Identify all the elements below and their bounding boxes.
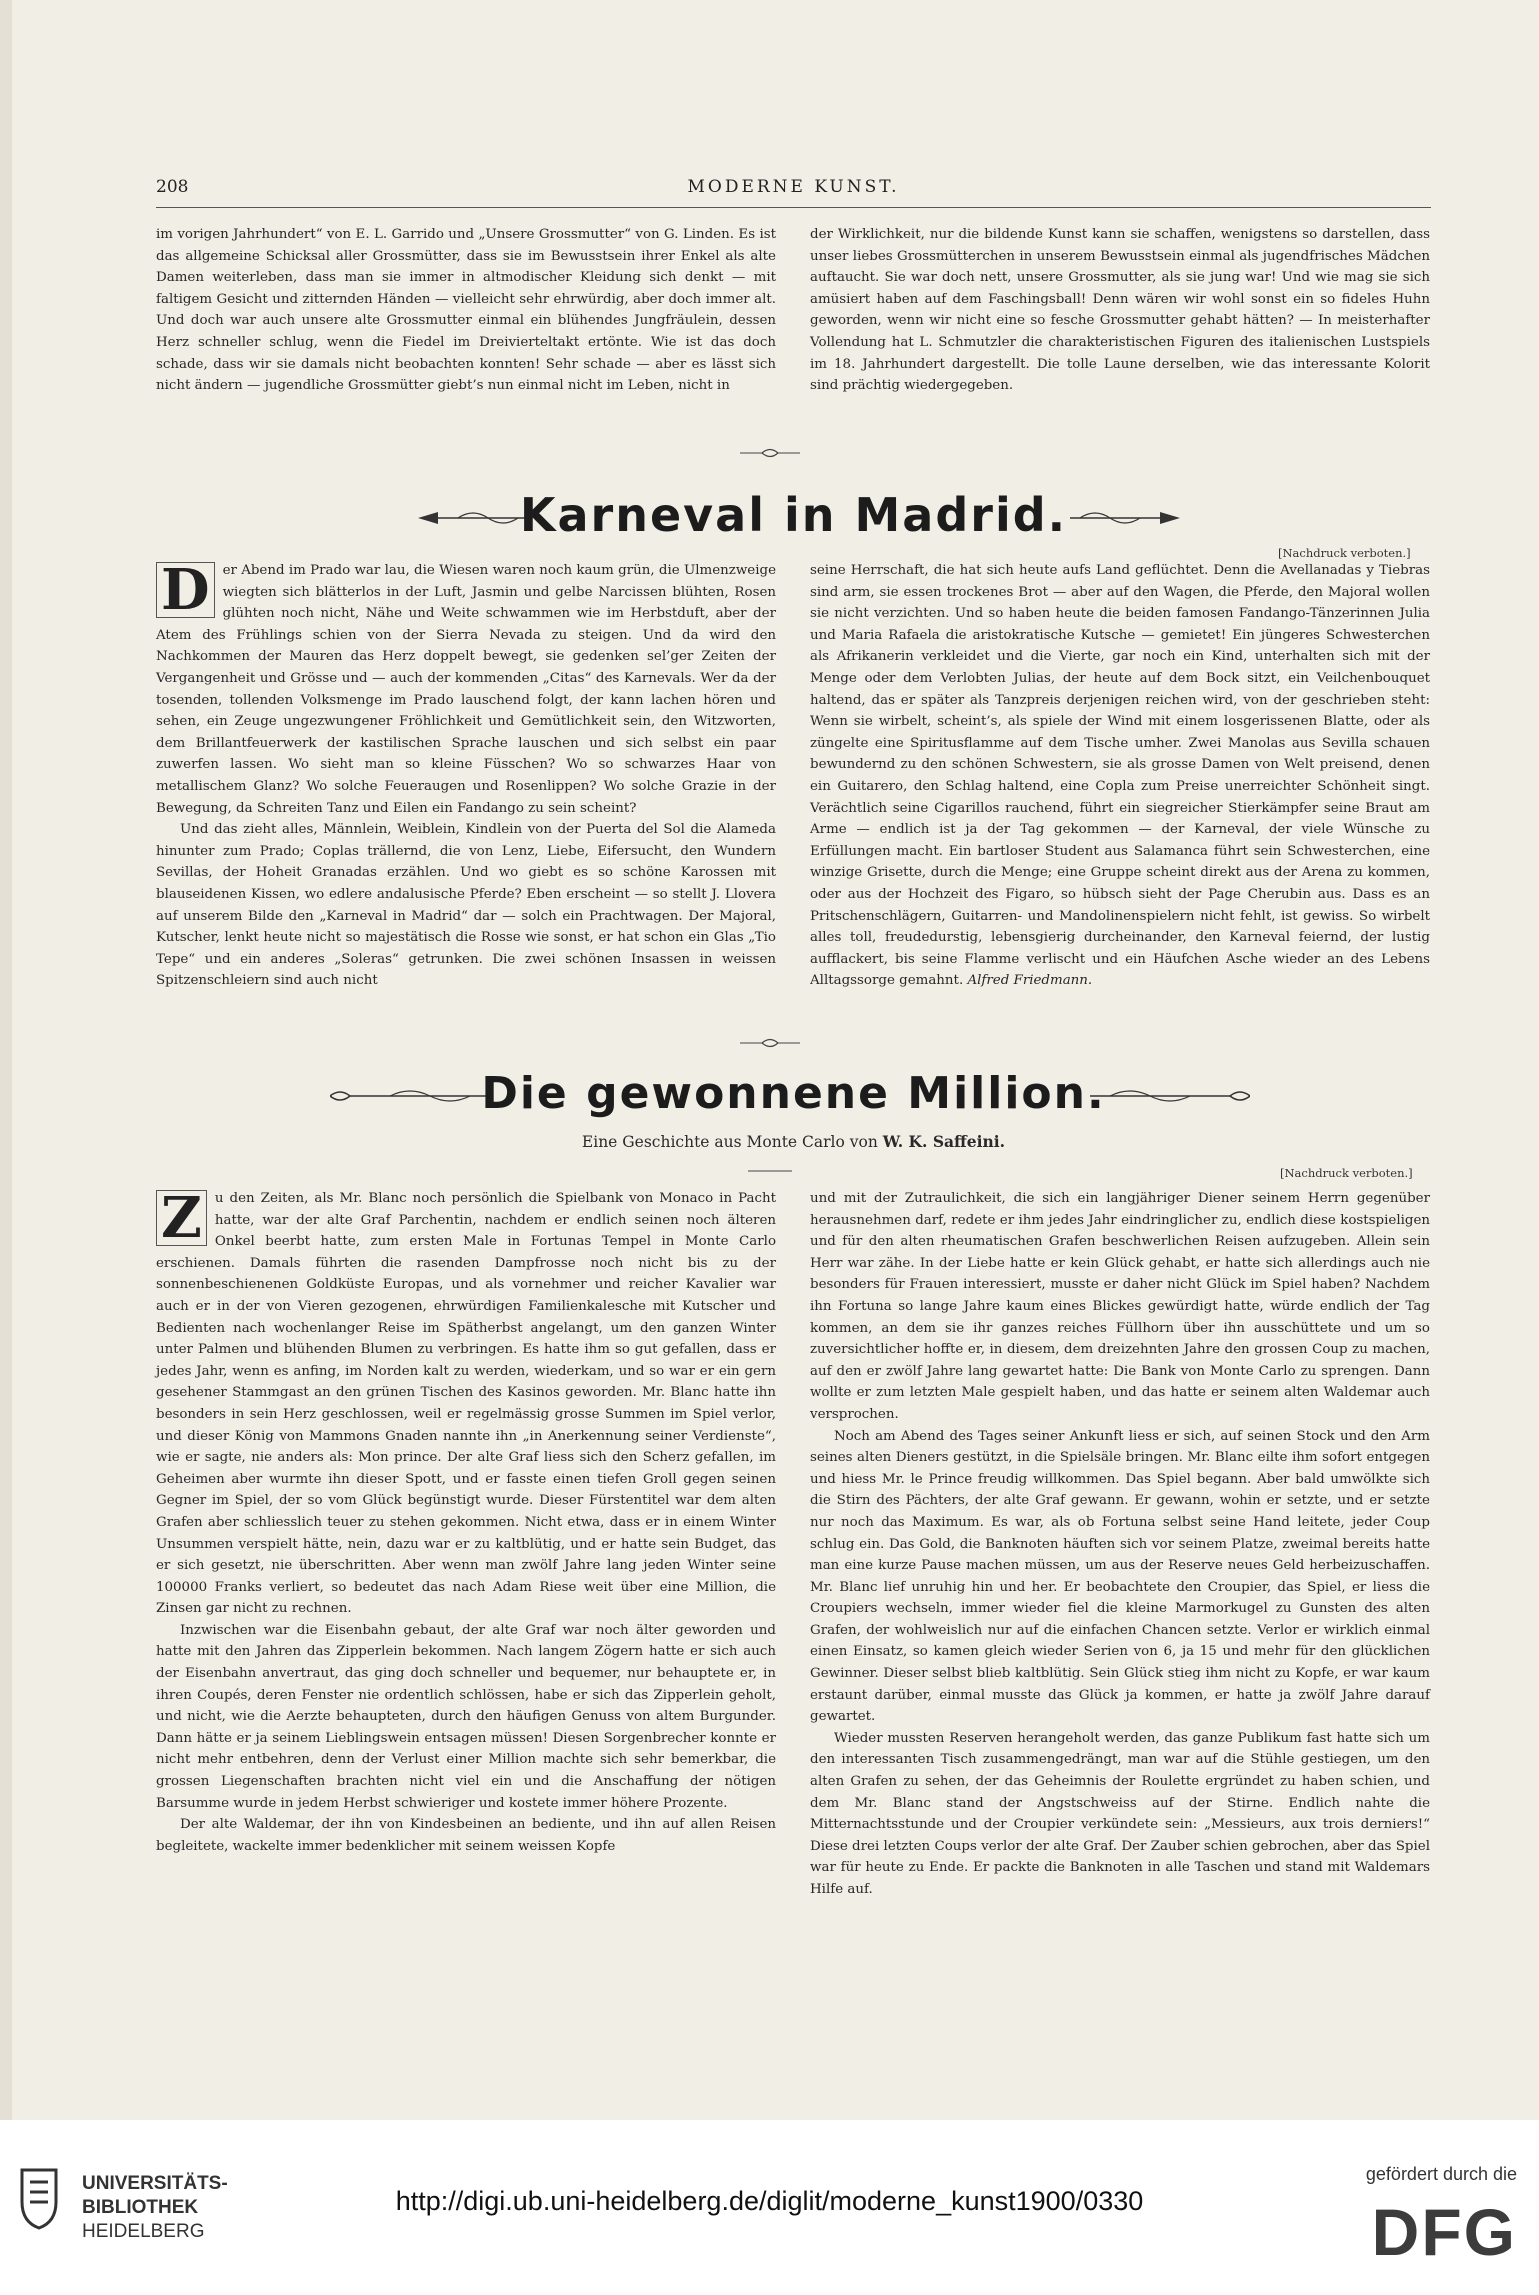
running-title: MODERNE KUNST. [687,177,900,197]
intro-left-column [156,224,776,397]
subtitle-prefix: Eine Geschichte aus Monte Carlo von [581,1133,878,1151]
karneval-paragraph-2: Und das zieht alles, Männlein, Weiblein, Kindlein von der Puerta del Sol die Alameda hinunter zum Prado; Coplas trällernd, die von Lenz, Liebe, Eifersucht, den Wundern Sevillas, der Hoheit Granadas erzählen. Und wo giebt es so schöne Karossen mit blauseidenen Kissen, wo edlere andalusische Pferde? Eben erscheint — so stellt J. Llovera auf unserem Bilde den „Karneval in Madrid“ dar — solch ein Prachtwagen. Der Majoral, Kutscher, lenkt heute nicht so majestätisch die Rosse wie sonst, er hat schon ein Glas „Tio Tepe“ und ein anderes „Soleras“ getrunken. Die zwei schönen Insassen in weissen Spitzenschleiern sind auch nicht [156,822,776,989]
dropcap-z: Z [156,1190,207,1246]
subtitle-author: W. K. Saffeini. [882,1132,1006,1151]
author-signature: Alfred Friedmann. [967,973,1093,989]
million-left-column [156,1185,776,1857]
institution-line-3: HEIDELBERG [82,2221,205,2242]
karneval-paragraph-1 [156,557,776,819]
karneval-text-3: seine Herrschaft, die hat sich heute aufs Land geflüchtet. Denn die Avellanadas y Tiebras sind arm, sie essen trockenes Brot — aber auf den Wagen, die Pferde, den Majoral wollen sie nicht verzichten. Und so haben heute die beiden famosen Fandango-Tänzerinnen Julia und Maria Rafaela die aristokratische Kutsche — gemietet! Ein jüngeres Schwesterchen als Afrikanerin verkleidet und die Vierte, gar noch ein Kind, unterhalten sich mit der Menge oder dem Verlobten Julias, der heute auf dem Bock sitzt, ein Veilchenbouquet haltend, das er später als Tanzpreis derjenigen reichen wird, von der geschrieben steht: Wenn sie wirbelt, scheint’s, als spiele der Wind mit einem losgerissenen Blatte, oder als züngelte eine Spiritusflamme auf dem Tische umher. Zwei Manolas aus Sevilla schauen bewundernd zu den schönen Schwestern, sie als grosse Damen von Welt preisend, denen ein Guitarero, den Schlag haltend, eine Copla zum Preise unerreichter Schönheit singt. Verächtlich seine Cigarillos rauchend, führt ein siegreicher Stierkämpfer seine Braut am Arme — endlich ist ja der Tag gekommen — der Karneval, der viele Wünsche zu Erfüllungen macht. Ein bartloser Student aus Salamanca führt sein Schwesterchen, eine winzige Grisette, durch die Menge; eine Gruppe scheint direkt aus der Arena zu kommen, oder aus der Hochzeit des Figaro, so hübsch sieht der Page Cherubin aus. Dass es an Pritschenschlägern, Guitarren- und Mandolinenspielern nicht fehlt, ist gewiss. So wirbelt alles toll, freudedurstig, lebensgierig durcheinander, den Karneval feiernd, der lustig aufflackert, bis seine Flamme verlischt und ein Häufchen Asche wieder an des Lebens Alltagssorge gemahnt. [810,563,1430,989]
section-divider-2 [740,1038,800,1048]
article-title-karneval: Karneval in Madrid. [519,488,1068,542]
section-divider [740,448,800,458]
subtitle-divider [748,1168,792,1178]
reprint-notice-1: [Nachdruck verboten.] [1278,546,1411,560]
dropcap-d: D [156,562,215,618]
permalink-url[interactable]: http://digi.ub.uni-heidelberg.de/diglit/moderne_kunst1900/0330 [395,2186,1144,2216]
institution-line-1: UNIVERSITÄTS- [82,2173,228,2194]
title-ornament-right-2 [1090,1086,1250,1110]
intro-right-text: der Wirklichkeit, nur die bildende Kunst kann sie schaffen, wenigstens so darstellen, dass unser liebes Grossmütterchen in unserem Bewusstsein einmal als jugendfrisches Mädchen auftaucht. Sie war doch nett, unsere Grossmutter, als sie jung war! Und wie mag sie sich amüsiert haben auf dem Faschingsball! Denn wären wir wohl sonst ein so fideles Huhn geworden, wenn wir nicht eine so fesche Grossmutter gehabt hätten? — In meisterhafter Vollendung hat L. Schmutzler die charakteristischen Figuren des italienischen Lustspiels im 18. Jahrhundert dargestellt. Die tolle Laune derselben, wie das interessante Kolorit sind prächtig wiedergegeben. [810,227,1430,394]
karneval-left-column [156,557,776,992]
intro-right-column [810,224,1430,397]
intro-left-text: im vorigen Jahrhundert“ von E. L. Garrido und „Unsere Grossmutter“ von G. Linden. Es ist das allgemeine Schicksal aller Grossmütter, dass sie im Bewusstsein ihrer Enkel als alte Damen weiterleben, dass man sie immer in altmodischer Kleidung sich denkt — mit faltigem Gesicht und zitternden Händen — vielleicht sehr ehrwürdig, aber doch immer alt. Und doch war auch unsere alte Grossmutter einmal ein blühendes Jungfräulein, dessen Herz schneller schlug, wenn die Fiedel im Dreivierteltakt ertönte. Wie ist das doch schade, dass wir sie damals nicht beobachten konnten! Sehr schade — aber es lässt sich nicht ändern — jugendliche Grossmütter giebt’s nun einmal nicht im Leben, nicht in [156,227,776,394]
page-header [156,175,1431,208]
million-paragraph-2: Inzwischen war die Eisenbahn gebaut, der alte Graf war noch älter geworden und hatte mit den Jahren das Zipperlein bekommen. Nach langem Zögern hatte er sich auch der Eisenbahn anvertraut, das ging doch schneller und bequemer, nur behauptete er, in ihren Coupés, deren Fenster nie ordentlich schlössen, habe er sich das Zipperlein geholt, und nicht, wie die Aerzte behaupteten, durch den häufigen Genuss von altem Burgunder. Dann hätte er ja seinem Lieblingswein entsagen müssen! Diesen Sorgenbrecher konnte er nicht mehr entbehren, denn der Verlust einer Million machte sich sehr bemerkbar, die grossen Liegenschaften brachten nicht viel ein und die Anschaffung der nötigen Barsumme wurde in jedem Herbst schwieriger und kostete immer höhere Prozente. [156,1622,776,1811]
article-title-million: Die gewonnene Million. [481,1068,1106,1119]
million-text-1: u den Zeiten, als Mr. Blanc noch persönlich die Spielbank von Monaco in Pacht hatte, war der alte Graf Parchentin, nachdem er endlich seinen noch älteren Onkel beerbt hatte, zum ersten Male in Fortunas Tempel in Monte Carlo erschienen. Damals führten die rasenden Dampfrosse noch nicht bis zu der sonnenbeschienenen Goldküste Europas, und als vornehmer und reicher Kavalier war auch er in der von Vieren gezogenen, ehrwürdigen Familienkalesche mit Kutscher und Bedienten nach wochenlanger Reise im Spätherbst angelangt, um den ganzen Winter unter Palmen und blühenden Blumen zu verbringen. Es hatte ihm so gut gefallen, dass er jedes Jahr, wenn es anfing, im Norden kalt zu werden, wiederkam, und so war er ein gern gesehener Stammgast an den grünen Tischen des Kasinos geworden. Mr. Blanc hatte ihn besonders in sein Herz geschlossen, weil er regelmässig grosse Summen im Spiel verlor, und dieser König von Mammons Gnaden nannte ihn „in Anerkennung seiner Verdienste“, wie er sagte, nie anders als: Mon prince. Der alte Graf liess sich den Scherz gefallen, im Geheimen aber wurmte ihn dieser Spott, und er fasste einen tiefen Groll gegen seinen Gegner im Spiel, der so vom Glück begünstigt wurde. Dieser Fürstentitel war dem alten Grafen aber schliesslich teuer zu stehen gekommen. Nicht etwa, dass er in einem Winter Unsummen verspielt hätte, nein, dazu war er zu kaltblütig, und er hatte sein Budget, das er sich gesetzt, nie überschritten. Aber wenn man zwölf Jahre lang jeden Winter seine 100000 Franks verliert, so bedeutet das nach Adam Riese weit über eine Million, die Zinsen gar nicht zu rechnen. [156,1191,776,1617]
scan-edge [0,0,12,2120]
title-ornament-right [1070,508,1180,532]
karneval-text-1: er Abend im Prado war lau, die Wiesen waren noch kaum grün, die Ulmenzweige wiegten sich blätterlos in der Luft, Jasmin und gelbe Narcissen blühten, Rosen glühten noch nicht, Nähe und Weite schwammen wie im Herbstduft, aber der Atem des Frühlings schien von der Sierra Nevada zu steigen. Und da wird den Nachkommen der Mauren das Herz doppelt bewegt, sie gedenken sel’ger Zeiten der Vergangenheit und Grösse und — auch der kommenden „Citas“ des Karnevals. Wer da der tosenden, tollenden Volksmenge im Prado lauschend folgt, der kann lachen hören und sehen, ein Zeuge ungezwungener Fröhlichkeit und Gemütlichkeit sein, den Witzworten, dem Brillantfeuerwerk der kastilischen Sprache lauschen und sich selbst ein paar zuwerfen lassen. Wo sieht man so kleine Füsschen? Wo so schwarzes Haar von metallischem Glanz? Wo solche Feueraugen und Rosenlippen? Wo solche Grazie in der Bewegung, da Schreiten Tanz und Eilen ein Fandango zu sein scheint? [156,563,776,816]
dfg-logo: DFG [1371,2195,1517,2269]
million-paragraph-5: Noch am Abend des Tages seiner Ankunft liess er sich, auf seinen Stock und den Arm seines alten Dieners gestützt, in die Spielsäle bringen. Mr. Blanc eilte ihm sofort entgegen und hiess Mr. le Prince freudig willkommen. Das Spiel begann. Aber bald umwölkte sich die Stirn des Pächters, der alte Graf gewann. Er gewann, wohin er setzte, und er setzte nur noch das Maximum. Es war, als ob Fortuna selbst seine Hand leitete, jeder Coup schlug ein. Das Gold, die Banknoten häuften sich vor seinem Platze, zweimal bereits hatte man eine kurze Pause machen müssen, um aus der Reserve neues Geld herbeizuschaffen. Mr. Blanc lief unruhig hin und her. Er beobachtete den Croupier, das Spiel, er liess die Croupiers wechseln, immer wieder fiel die kleine Marmorkugel zu Gunsten des alten Grafen, der wohlweislich nur auf die einfachen Chancen setzte. Verlor er wirklich einmal einen Einsatz, so kamen gleich wieder Serien von 6, ja 15 und mehr für den glücklichen Gewinner. Dieser selbst blieb kaltblütig. Sein Glück stieg ihm nicht zu Kopfe, er war kaum erstaunt darüber, einmal musste das Glück ja kommen, er hatte ja zwölf Jahre darauf gewartet. [810,1428,1430,1725]
million-paragraph-6: Wieder mussten Reserven herangeholt werden, das ganze Publikum fast hatte sich um den interessanten Tisch zusammengedrängt, man war auf die Stühle gestiegen, um den alten Grafen zu sehen, der das Geheimnis der Roulette ergründet zu haben schien, und dem Mr. Blanc stand der Angstschweiss auf der Stirne. Endlich nahte die Mitternachtsstunde und der Croupier verkündete sein: „Messieurs, aux trois derniers!“ Diese drei letzten Coups verlor der alte Graf. Der Zauber schien gebrochen, aber das Spiel war für heute zu Ende. Er packte die Banknoten in alle Taschen und stand mit Waldemars Hilfe auf. [810,1730,1430,1897]
million-right-column [810,1188,1430,1901]
digitization-footer [0,2120,1539,2295]
karneval-right-column [810,560,1430,992]
funded-by-label: gefördert durch die [1365,2164,1517,2184]
karneval-paragraph-3 [810,560,1430,992]
million-paragraph-1 [156,1185,776,1620]
million-paragraph-3: Der alte Waldemar, der ihn von Kindesbeinen an bediente, und ihn auf allen Reisen begleitete, wackelte immer bedenklicher mit seinem weissen Kopfe [156,1817,776,1854]
million-paragraph-4: und mit der Zutraulichkeit, die sich ein langjähriger Diener seinem Herrn gegenüber herausnehmen darf, redete er ihm jedes Jahr eindringlicher zu, endlich diese kostspieligen und für den alten rheumatischen Grafen beschwerlichen Reisen aufzugeben. Allein sein Herr war zähe. In der Liebe hatte er kein Glück gehabt, er hatte sich allerdings auch nie besonders für Frauen interessiert, musste er daher nicht Glück im Spiel haben? Nachdem ihn Fortuna so lange Jahre kaum eines Blickes gewürdigt hatte, würde endlich der Tag kommen, an dem sie ihr ganzes reiches Füllhorn über ihn ausschüttete und um so zuversichtlicher hoffte er, in diesem, dem dreizehnten Jahre den grossen Coup zu machen, auf den er zwölf Jahre lang gewartet hatte: Die Bank von Monte Carlo zu sprengen. Dann wollte er zum letzten Male gespielt haben, und das hatte er seinem alten Waldemar auch versprochen. [810,1191,1430,1422]
institution-line-2: BIBLIOTHEK [82,2197,199,2218]
reprint-notice-2: [Nachdruck verboten.] [1280,1166,1413,1180]
story-subtitle [156,1132,1431,1151]
page-number: 208 [156,177,189,197]
